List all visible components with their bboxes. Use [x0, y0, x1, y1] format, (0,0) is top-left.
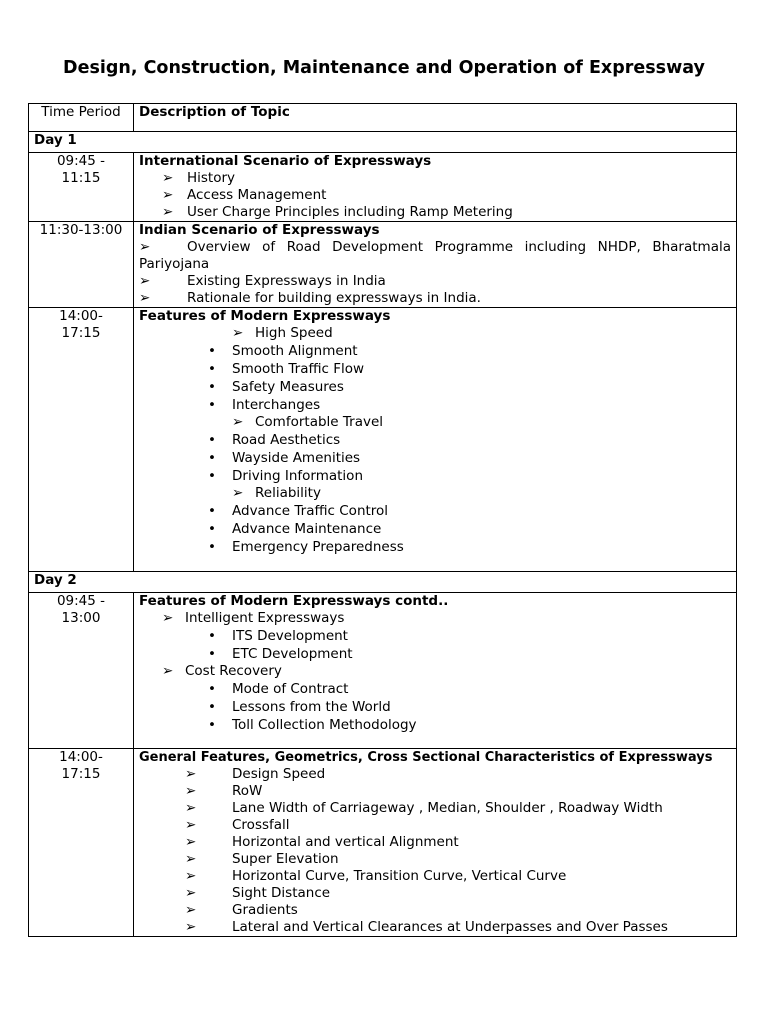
- arrow-bullet-icon: ➢: [139, 239, 151, 255]
- topic-title: Features of Modern Expressways: [139, 308, 391, 324]
- time-cell: [29, 222, 134, 308]
- list-item: • Lessons from the World: [208, 699, 391, 715]
- list-item: • Road Aesthetics: [208, 432, 341, 448]
- dot-bullet-icon: •: [208, 539, 216, 555]
- dot-bullet-icon: •: [208, 361, 216, 377]
- day-2-row: [29, 572, 737, 593]
- dot-bullet-icon: •: [208, 468, 216, 484]
- dot-bullet-icon: •: [208, 432, 216, 448]
- dot-bullet-icon: •: [208, 681, 216, 697]
- description-cell: [134, 308, 737, 572]
- list-item: • Emergency Preparedness: [208, 539, 404, 555]
- topic-title: Features of Modern Expressways contd..: [139, 593, 449, 609]
- dot-bullet-icon: •: [208, 628, 216, 644]
- list-item: ➢ History: [162, 170, 236, 186]
- schedule-table: [28, 103, 737, 937]
- list-item: • Wayside Amenities: [208, 450, 361, 466]
- arrow-bullet-icon: ➢: [162, 663, 174, 679]
- dot-bullet-icon: •: [208, 646, 216, 662]
- list-item: ➢ Intelligent Expressways: [162, 610, 345, 626]
- arrow-bullet-icon: ➢: [162, 610, 174, 626]
- arrow-bullet-icon: ➢: [185, 834, 197, 850]
- list-item: • Driving Information: [208, 468, 363, 484]
- time-start: 14:00-: [59, 749, 103, 765]
- dot-bullet-icon: •: [208, 450, 216, 466]
- arrow-bullet-icon: ➢: [162, 170, 174, 186]
- list-item: ➢ Design Speed: [185, 766, 326, 782]
- time-end: 13:00: [61, 610, 101, 626]
- dot-bullet-icon: •: [208, 379, 216, 395]
- description-cell: [134, 749, 737, 937]
- list-item: ➢ Overview of Road Development Programme including NHDP, Bharatmala: [139, 239, 731, 255]
- time-cell: [29, 308, 134, 572]
- list-item: ➢ Cost Recovery: [162, 663, 282, 679]
- arrow-bullet-icon: ➢: [185, 919, 197, 935]
- dot-bullet-icon: •: [208, 717, 216, 733]
- list-item: ➢ Sight Distance: [185, 885, 331, 901]
- dot-bullet-icon: •: [208, 397, 216, 413]
- list-item: ➢ High Speed: [232, 325, 333, 341]
- arrow-bullet-icon: ➢: [185, 868, 197, 884]
- list-item: ➢ Gradients: [185, 902, 298, 918]
- list-item: ➢ User Charge Principles including Ramp Metering: [162, 204, 513, 220]
- dot-bullet-icon: •: [208, 699, 216, 715]
- page-title: Design, Construction, Maintenance and Operation of Expressway: [63, 58, 705, 78]
- arrow-bullet-icon: ➢: [232, 325, 244, 341]
- day-1-label: Day 1: [29, 132, 737, 153]
- description-cell: [134, 153, 737, 222]
- list-item: • Interchanges: [208, 397, 321, 413]
- list-item: ➢ Rationale for building expressways in India.: [139, 290, 481, 306]
- time-range: 11:30-13:00: [39, 222, 123, 238]
- list-item: • ETC Development: [208, 646, 353, 662]
- time-start: 09:45 -: [56, 153, 106, 169]
- topic-title: International Scenario of Expressways: [139, 153, 432, 169]
- table-row: [29, 222, 737, 308]
- list-item: ➢ Comfortable Travel: [232, 414, 384, 430]
- list-item: ➢ Lateral and Vertical Clearances at Underpasses and Over Passes: [185, 919, 668, 935]
- list-item: • Advance Traffic Control: [208, 503, 389, 519]
- arrow-bullet-icon: ➢: [139, 273, 151, 289]
- arrow-bullet-icon: ➢: [139, 290, 151, 306]
- day-2-label: Day 2: [29, 572, 737, 593]
- time-start: 14:00-: [59, 308, 103, 324]
- day-1-row: [29, 132, 737, 153]
- description-cell: [134, 593, 737, 749]
- arrow-bullet-icon: ➢: [232, 414, 244, 430]
- table-row: [29, 749, 737, 937]
- arrow-bullet-icon: ➢: [185, 817, 197, 833]
- topic-title: Indian Scenario of Expressways: [139, 222, 380, 238]
- list-item: • Toll Collection Methodology: [208, 717, 417, 733]
- dot-bullet-icon: •: [208, 343, 216, 359]
- list-item: • Advance Maintenance: [208, 521, 382, 537]
- time-cell: [29, 593, 134, 749]
- table-row: [29, 308, 737, 572]
- list-item: ➢ Reliability: [232, 485, 321, 501]
- dot-bullet-icon: •: [208, 503, 216, 519]
- arrow-bullet-icon: ➢: [185, 885, 197, 901]
- list-item: ➢ Lane Width of Carriageway , Median, Shoulder , Roadway Width: [185, 800, 663, 816]
- arrow-bullet-icon: ➢: [185, 902, 197, 918]
- list-item: ➢ Horizontal Curve, Transition Curve, Vertical Curve: [185, 868, 567, 884]
- list-item: • Smooth Alignment: [208, 343, 358, 359]
- list-item: • Safety Measures: [208, 379, 344, 395]
- list-item: • ITS Development: [208, 628, 348, 644]
- time-end: 11:15: [61, 170, 101, 186]
- time-end: 17:15: [61, 766, 101, 782]
- topic-title: General Features, Geometrics, Cross Sectional Characteristics of Expressways: [139, 750, 713, 765]
- time-cell: [29, 153, 134, 222]
- arrow-bullet-icon: ➢: [185, 766, 197, 782]
- time-period-header: Time Period: [29, 104, 134, 132]
- list-item: ➢ RoW: [185, 783, 263, 799]
- time-end: 17:15: [61, 325, 101, 341]
- list-item: ➢ Horizontal and vertical Alignment: [185, 834, 459, 850]
- list-item: • Smooth Traffic Flow: [208, 361, 365, 377]
- time-start: 09:45 -: [56, 593, 106, 609]
- description-header: Description of Topic: [134, 104, 737, 132]
- arrow-bullet-icon: ➢: [162, 204, 174, 220]
- arrow-bullet-icon: ➢: [185, 783, 197, 799]
- list-item: ➢ Access Management: [162, 187, 327, 203]
- arrow-bullet-icon: ➢: [185, 800, 197, 816]
- arrow-bullet-icon: ➢: [232, 485, 244, 501]
- dot-bullet-icon: •: [208, 521, 216, 537]
- list-item: ➢ Crossfall: [185, 817, 290, 833]
- list-item: ➢ Super Elevation: [185, 851, 339, 867]
- time-cell: [29, 749, 134, 937]
- table-row: [29, 593, 737, 749]
- table-row: [29, 153, 737, 222]
- list-item-continuation: Pariyojana: [139, 256, 210, 272]
- description-cell: [134, 222, 737, 308]
- arrow-bullet-icon: ➢: [162, 187, 174, 203]
- arrow-bullet-icon: ➢: [185, 851, 197, 867]
- list-item: • Mode of Contract: [208, 681, 349, 697]
- list-item: ➢ Existing Expressways in India: [139, 273, 386, 289]
- table-header-row: [29, 104, 737, 132]
